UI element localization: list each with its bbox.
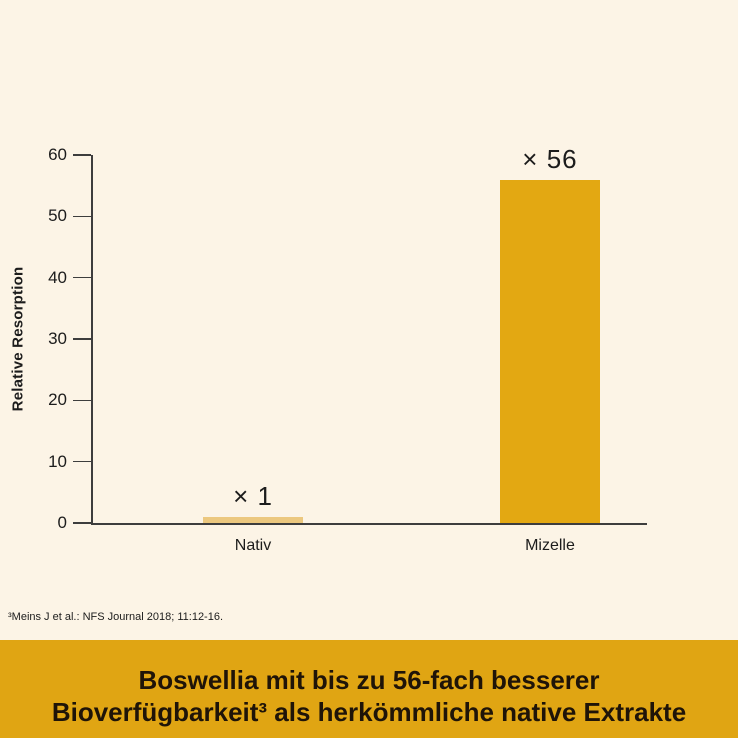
y-tick-label: 10 <box>48 451 67 471</box>
y-tick <box>73 154 91 156</box>
headline-banner <box>0 640 738 738</box>
headline-line-2: Bioverfügbarkeit³ als herkömmliche native Extrakte <box>51 697 687 727</box>
x-category-label: Mizelle <box>525 537 575 554</box>
y-axis-line <box>91 155 93 524</box>
y-tick-label: 20 <box>48 390 67 410</box>
y-tick-label: 0 <box>57 513 67 532</box>
y-tick <box>73 216 91 218</box>
x-category-label: Nativ <box>234 537 272 554</box>
y-axis-title: Relative Resorption <box>9 266 27 412</box>
headline-line-1: Boswellia mit bis zu 56-fach besserer <box>138 665 600 695</box>
y-tick <box>73 338 91 340</box>
y-tick <box>73 461 91 463</box>
y-tick-label: 50 <box>48 206 67 226</box>
y-tick-label: 60 <box>48 145 67 164</box>
y-tick <box>73 400 91 402</box>
bar-mizelle <box>500 180 600 523</box>
bar-value-label: × 56 <box>522 143 578 174</box>
y-tick <box>73 522 91 524</box>
citation-footnote: ³Meins J et al.: NFS Journal 2018; 11:12-16. <box>8 611 224 623</box>
plot-area <box>48 143 647 554</box>
bar-value-label: × 1 <box>233 480 273 511</box>
y-tick-label: 40 <box>48 267 67 287</box>
bar-nativ <box>203 517 303 523</box>
x-axis-line <box>91 523 647 525</box>
y-tick <box>73 277 91 279</box>
y-tick-label: 30 <box>48 329 67 348</box>
